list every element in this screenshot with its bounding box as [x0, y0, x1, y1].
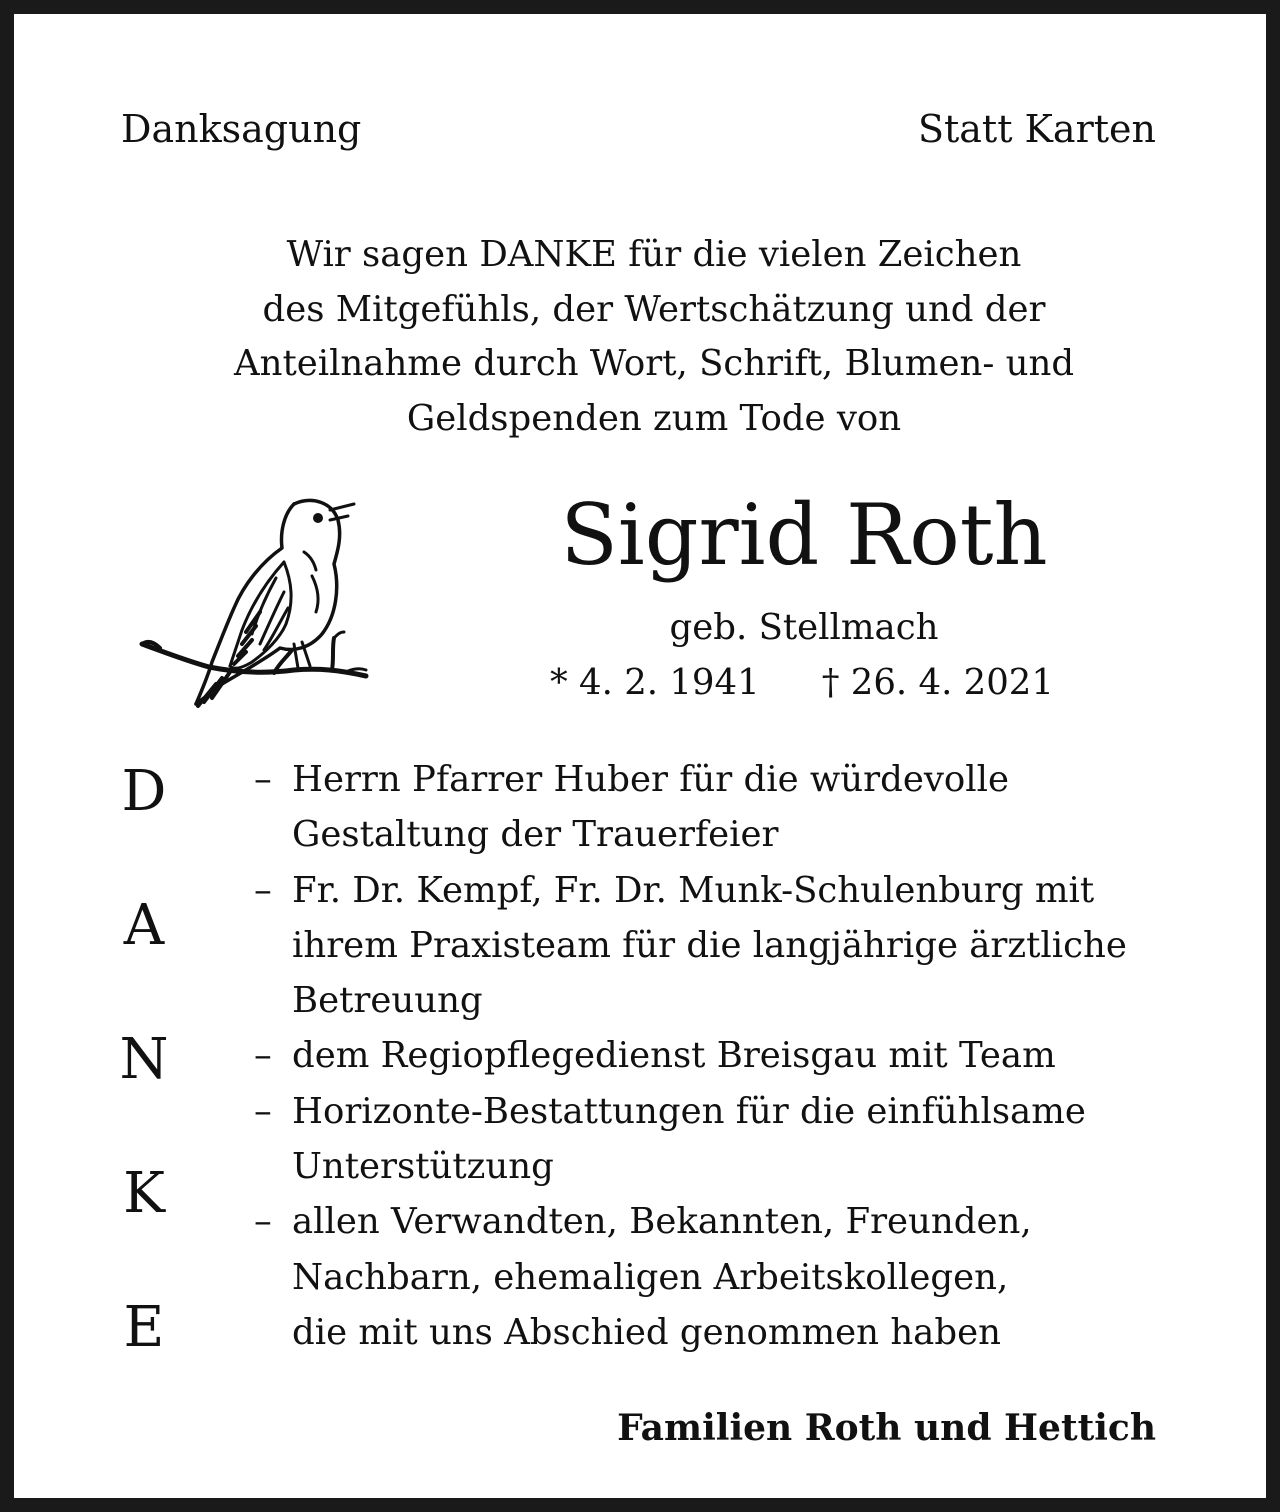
vertical-danke — [119, 750, 169, 1420]
thanks-line: ihrem Praxisteam für die langjährige ärztliche — [292, 924, 1127, 966]
intro-line: Anteilnahme durch Wort, Schrift, Blumen- und — [233, 343, 1075, 384]
intro-line: des Mitgefühls, der Wertschätzung und der — [262, 288, 1046, 330]
maiden-name: geb. Stellmach — [669, 607, 939, 648]
thanks-line: dem Regiopflegedienst Breisgau mit Team — [292, 1035, 1056, 1077]
thanks-item — [254, 1084, 1154, 1195]
intro-text — [114, 228, 1194, 446]
death-date: † 26. 4. 2021 — [821, 662, 1054, 703]
thanks-line: Betreuung — [292, 980, 483, 1022]
thanks-item — [254, 752, 1154, 863]
thanks-line: Horizonte-Bestattungen für die einfühlsame — [292, 1090, 1086, 1132]
thanks-line: die mit uns Abschied genommen haben — [292, 1311, 1001, 1353]
danke-letter: N — [119, 1027, 169, 1092]
thanks-line: Fr. Dr. Kempf, Fr. Dr. Munk-Schulenburg mit — [292, 869, 1095, 911]
list-dash: – — [254, 869, 272, 911]
danke-letter: K — [123, 1161, 165, 1226]
thanks-item — [254, 1194, 1154, 1360]
danke-letter: A — [123, 893, 165, 958]
list-dash: – — [254, 759, 272, 800]
life-dates — [550, 658, 1054, 708]
thanks-line: Herrn Pfarrer Huber für die würdevolle — [292, 759, 1009, 800]
intro-line: Geldspenden zum Tode von — [406, 397, 902, 439]
thanks-line: Gestaltung der Trauerfeier — [292, 814, 779, 856]
thanks-item — [254, 863, 1154, 1029]
songbird-on-branch-icon — [134, 492, 379, 710]
header-danksagung: Danksagung — [121, 107, 362, 151]
danke-letter: D — [121, 759, 167, 824]
intro-line: Wir sagen DANKE für die vielen Zeichen — [286, 234, 1022, 275]
thanks-list — [254, 752, 1154, 1360]
family-signature: Familien Roth und Hettich — [617, 1407, 1156, 1449]
header-statt-karten: Statt Karten — [917, 107, 1156, 151]
thanks-line: Unterstützung — [292, 1146, 554, 1188]
danke-letter: E — [123, 1295, 165, 1360]
list-dash: – — [254, 1090, 272, 1132]
thanks-item — [254, 1028, 1154, 1083]
thanks-line: allen Verwandten, Bekannten, Freunden, — [292, 1201, 1032, 1243]
list-dash: – — [254, 1201, 272, 1243]
deceased-name: Sigrid Roth — [560, 486, 1048, 584]
thanks-line: Nachbarn, ehemaligen Arbeitskollegen, — [292, 1256, 1009, 1298]
birth-date: * 4. 2. 1941 — [550, 662, 760, 703]
list-dash: – — [254, 1035, 272, 1077]
